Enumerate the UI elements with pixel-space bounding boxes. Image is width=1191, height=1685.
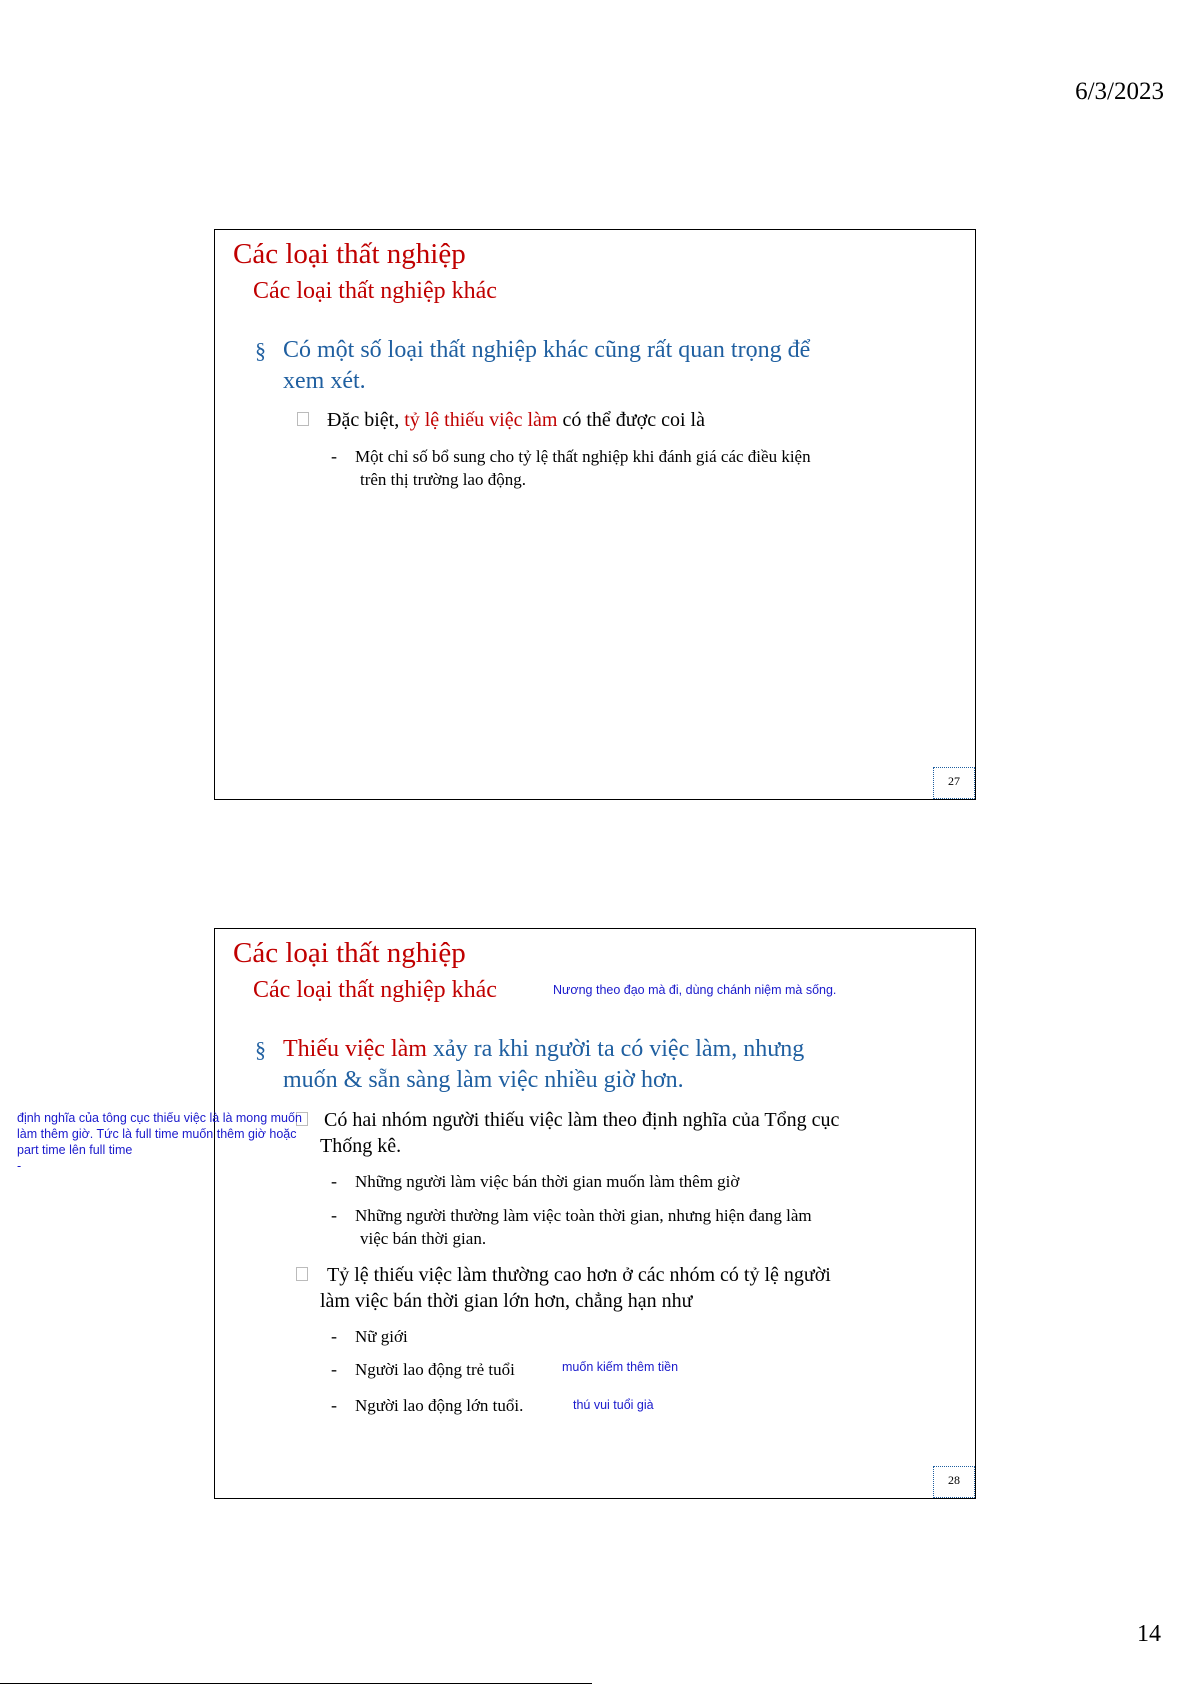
annotation-line: part time lên full time <box>17 1143 133 1157</box>
bullet-text: việc bán thời gian. <box>360 1229 487 1248</box>
section-bullet-icon: § <box>255 338 266 363</box>
slide-27 <box>214 229 976 800</box>
bullet-level2 <box>327 407 705 433</box>
bullet-text: Có hai nhóm người thiếu việc làm theo định nghĩa của Tổng cục <box>324 1109 840 1131</box>
annotation-line: định nghĩa của tông cục thiếu việc là là mong muốn <box>17 1111 302 1125</box>
slide-number: 28 <box>933 1466 975 1498</box>
bullet-text: Nữ giới <box>355 1327 408 1346</box>
slide-number: 27 <box>933 767 975 799</box>
slide-subtitle: Các loại thất nghiệp khác <box>253 278 497 304</box>
bullet-level3 <box>331 1325 408 1348</box>
bullet-text: Một chỉ số bổ sung cho tỷ lệ thất nghiệp khi đánh giá các điều kiện <box>355 447 811 466</box>
section-bullet-icon: § <box>255 1037 266 1062</box>
bullet-level2 <box>320 1107 839 1159</box>
bullet-text: Đặc biệt, <box>327 409 405 431</box>
bullet-level3 <box>331 1170 740 1193</box>
dash-bullet-icon: - <box>331 1359 337 1379</box>
bullet-level3 <box>331 1358 515 1381</box>
page-date: 6/3/2023 <box>1075 78 1164 105</box>
bullet-text: xem xét. <box>283 368 366 394</box>
bottom-divider <box>0 1683 592 1684</box>
annotation-old-note: thú vui tuổi già <box>573 1398 654 1412</box>
slide-title: Các loại thất nghiệp <box>233 937 466 969</box>
dash-bullet-icon: - <box>331 446 337 466</box>
annotation-line: - <box>17 1159 22 1173</box>
bullet-level3 <box>331 1394 524 1417</box>
slide-28 <box>214 928 976 1499</box>
bullet-text: Những người thường làm việc toàn thời gian, nhưng hiện đang làm <box>355 1206 812 1225</box>
annotation-line: làm thêm giờ. Tức là full time muốn thêm giờ hoặc <box>17 1127 297 1141</box>
bullet-text: Những người làm việc bán thời gian muốn làm thêm giờ <box>355 1172 740 1191</box>
bullet-text: có thể được coi là <box>557 409 705 431</box>
bullet-level1 <box>255 1034 805 1096</box>
bullet-text: Người lao động trẻ tuổi <box>355 1360 515 1379</box>
square-bullet-icon <box>296 1267 308 1281</box>
bullet-text: Có một số loại thất nghiệp khác cũng rất quan trọng để <box>283 337 811 363</box>
bullet-level1 <box>255 335 811 397</box>
page-number: 14 <box>1137 1621 1161 1647</box>
highlight-text: tỷ lệ thiếu việc làm <box>404 409 558 431</box>
dash-bullet-icon: - <box>331 1171 337 1191</box>
bullet-text: muốn & sẵn sàng làm việc nhiều giờ hơn. <box>283 1067 684 1093</box>
square-bullet-icon <box>297 412 309 426</box>
dash-bullet-icon: - <box>331 1326 337 1346</box>
annotation-young-note: muốn kiếm thêm tiền <box>562 1360 679 1374</box>
annotation-subtitle-note: Nương theo đạo mà đi, dùng chánh niệm mà sống. <box>553 983 837 997</box>
bullet-text: Người lao động lớn tuổi. <box>355 1396 524 1415</box>
annotation-left-note <box>17 1110 317 1174</box>
bullet-level3 <box>331 1204 812 1250</box>
bullet-text: xảy ra khi người ta có việc làm, nhưng <box>426 1036 805 1062</box>
dash-bullet-icon: - <box>331 1395 337 1415</box>
bullet-text: làm việc bán thời gian lớn hơn, chẳng hạn như <box>320 1290 693 1312</box>
slide-title: Các loại thất nghiệp <box>233 238 466 270</box>
dash-bullet-icon: - <box>331 1205 337 1225</box>
bullet-level2 <box>320 1262 831 1314</box>
slide-subtitle: Các loại thất nghiệp khác <box>253 977 497 1003</box>
bullet-text: trên thị trường lao động. <box>360 470 526 489</box>
highlight-text: Thiếu việc làm <box>283 1036 427 1062</box>
bullet-level3 <box>331 445 811 491</box>
bullet-text: Tỷ lệ thiếu việc làm thường cao hơn ở các nhóm có tỷ lệ người <box>327 1264 831 1286</box>
bullet-text: Thống kê. <box>320 1135 402 1157</box>
